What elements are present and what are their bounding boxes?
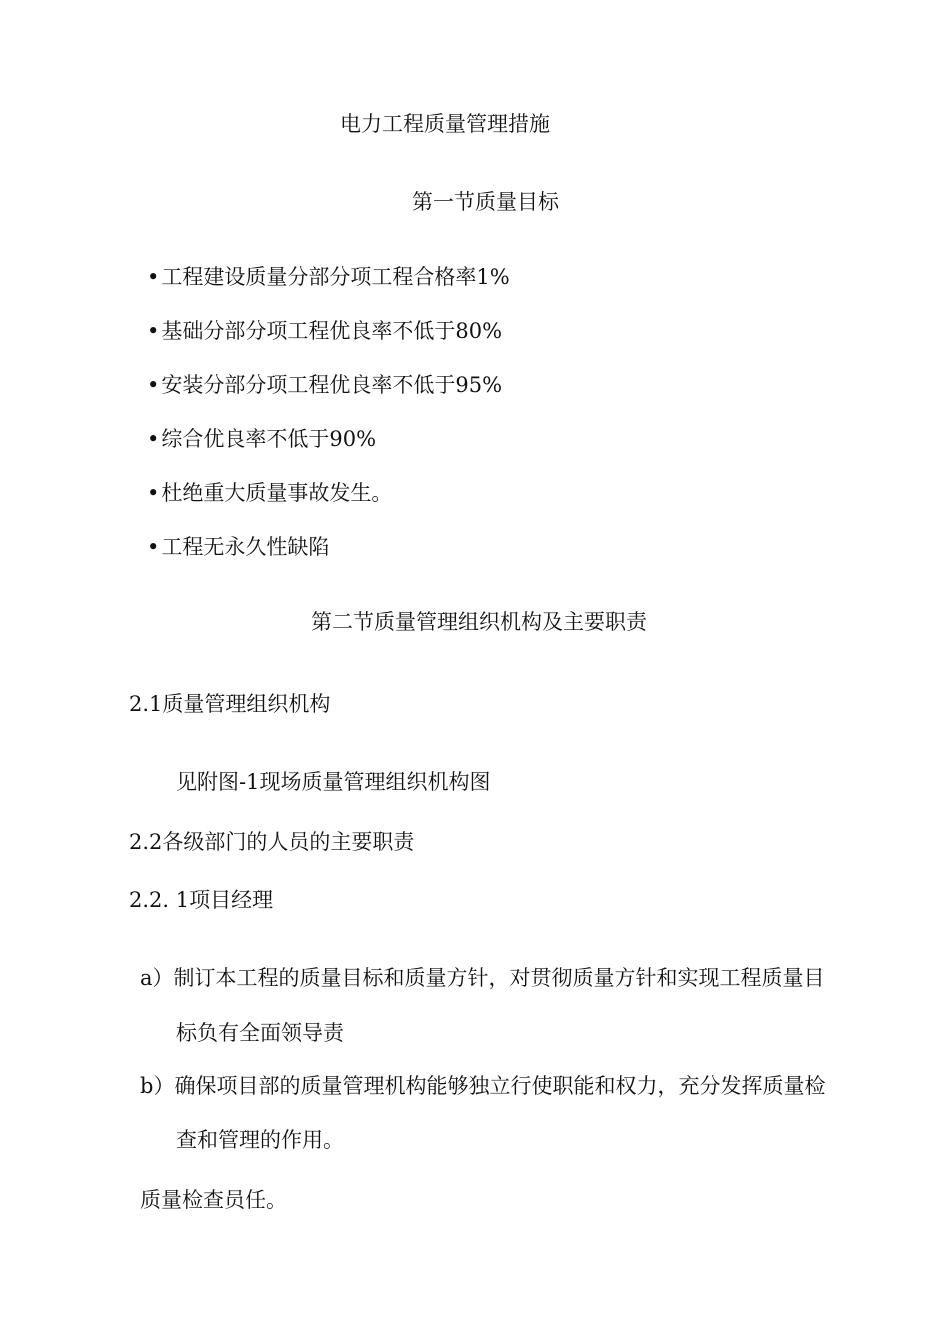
closing-text: 质量检查员任。 [140, 1188, 287, 1212]
bullet-item [147, 425, 376, 453]
bullet-text: 工程建设质量分部分项工程合格率1% [161, 265, 510, 289]
bullet-icon: • [147, 373, 160, 397]
item-b-line-2: 查和管理的作用。 [176, 1128, 344, 1152]
bullet-item [147, 533, 329, 561]
bullet-icon: • [147, 535, 160, 559]
bullet-text: 综合优良率不低于90% [161, 427, 377, 451]
bullet-text: 基础分部分项工程优良率不低于80% [161, 319, 503, 343]
document-title: 电力工程质量管理措施 [340, 112, 550, 136]
item-a-line-2: 标负有全面领导责 [176, 1021, 344, 1045]
bullet-item [147, 371, 502, 399]
bullet-item [147, 263, 510, 291]
bullet-icon: • [147, 481, 160, 505]
item-a-line-1: a）制订本工程的质量目标和质量方针，对贯彻质量方针和实现工程质量目 [140, 966, 825, 990]
bullet-icon: • [147, 265, 160, 289]
item-b-line-1: b）确保项目部的质量管理机构能够独立行使职能和权力，充分发挥质量检 [140, 1074, 826, 1098]
subsection-2-2-1-heading: 2.2. 1项目经理 [129, 888, 274, 912]
bullet-icon: • [147, 319, 160, 343]
bullet-item [147, 479, 392, 507]
section-2-heading: 第二节质量管理组织机构及主要职责 [311, 610, 647, 634]
subsection-2-1-text: 见附图-1现场质量管理组织机构图 [176, 770, 491, 794]
bullet-item [147, 317, 502, 345]
bullet-text: 工程无永久性缺陷 [161, 535, 330, 559]
subsection-2-2-heading: 2.2各级部门的人员的主要职责 [129, 830, 415, 854]
section-1-heading: 第一节质量目标 [412, 190, 559, 214]
subsection-2-1-heading: 2.1质量管理组织机构 [129, 692, 331, 716]
bullet-icon: • [147, 427, 160, 451]
bullet-text: 安装分部分项工程优良率不低于95% [161, 373, 503, 397]
bullet-text: 杜绝重大质量事故发生。 [161, 481, 393, 505]
